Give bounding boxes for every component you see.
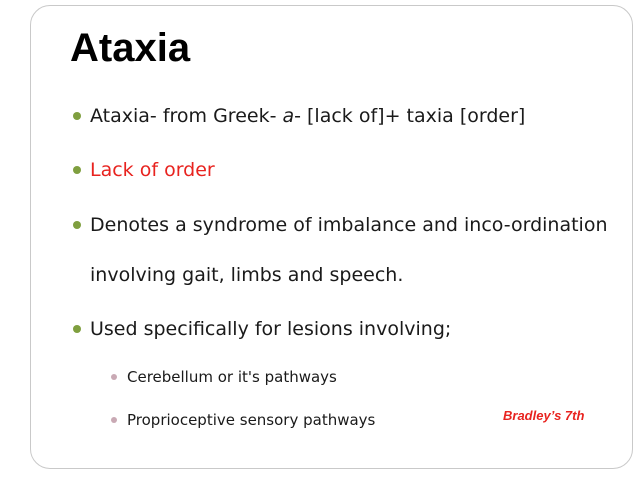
- slide-frame: [30, 5, 633, 469]
- bullet-dot-icon: [73, 325, 81, 333]
- etymology-emphasis: a: [282, 105, 295, 127]
- bullet-text: [90, 104, 525, 128]
- bullet-text: Used specifically for lesions involving;: [90, 318, 452, 340]
- bullet-dot-icon: [73, 221, 81, 229]
- bullet-dot-icon: [73, 166, 81, 174]
- sub-bullet-dot-icon: [111, 417, 117, 423]
- sub-bullet-text: Cerebellum or it's pathways: [127, 368, 337, 386]
- sub-bullet-dot-icon: [111, 374, 117, 380]
- etymology-prefix: Ataxia- from Greek-: [90, 105, 283, 127]
- etymology-suffix: - [lack of]+ taxia [order]: [294, 105, 526, 127]
- bullet-text-line2: involving gait, limbs and speech.: [90, 264, 404, 286]
- bullet-text-line1: Denotes a syndrome of imbalance and inco-ordination: [90, 214, 608, 236]
- sub-bullet-text: Proprioceptive sensory pathways: [127, 411, 376, 429]
- slide-title: Ataxia: [70, 26, 191, 70]
- reference-citation: Bradley’s 7th: [503, 408, 585, 423]
- bullet-text: Lack of order: [90, 159, 215, 181]
- bullet-dot-icon: [73, 112, 81, 120]
